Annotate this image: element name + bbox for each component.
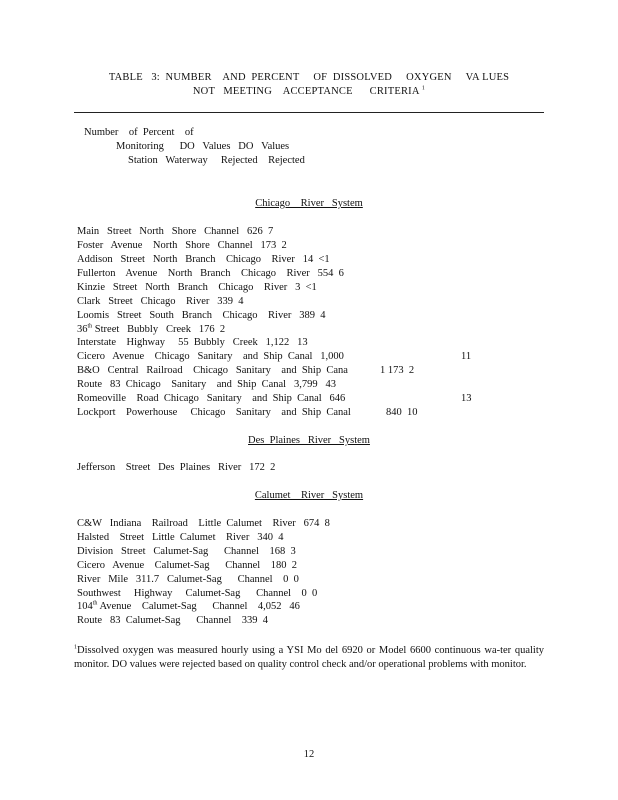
table-row: Kinzie Street North Branch Chicago River 3 <1: [77, 282, 317, 293]
table-row: Division Street Calumet-Sag Channel 168 3: [77, 546, 296, 557]
table-row: Addison Street North Branch Chicago River 14 <1: [77, 254, 330, 265]
table-cell-value: 840 10: [386, 407, 418, 418]
table-row: B&O Central Railroad Chicago Sanitary and Ship Cana: [77, 365, 348, 376]
page-number: 12: [303, 749, 315, 760]
table-row: Route 83 Chicago Sanitary and Ship Canal 3,799 43: [77, 379, 336, 390]
table-cell-value: 1 173 2: [380, 365, 415, 376]
table-cell-value: 13: [461, 393, 472, 404]
header-line-2: Monitoring DO Values DO Values: [116, 141, 290, 152]
table-row: Jefferson Street Des Plaines River 172 2: [77, 462, 276, 473]
table-row: Foster Avenue North Shore Channel 173 2: [77, 240, 287, 251]
table-row: 36th Street Bubbly Creek 176 2: [77, 323, 226, 335]
table-row: Romeoville Road Chicago Sanitary and Ship Canal 646: [77, 393, 346, 404]
table-row: Route 83 Calumet-Sag Channel 339 4: [77, 615, 269, 626]
table-title-line-1: TABLE 3: NUMBER AND PERCENT OF DISSOLVED OXYGEN VA LUES: [108, 72, 510, 83]
table-row: Cicero Avenue Calumet-Sag Channel 180 2: [77, 560, 297, 571]
table-row: Fullerton Avenue North Branch Chicago River 554 6: [77, 268, 344, 279]
table-row: Loomis Street South Branch Chicago River 389 4: [77, 310, 326, 321]
footnote-mark: 1: [74, 644, 77, 651]
table-row: Lockport Powerhouse Chicago Sanitary and Ship Canal: [77, 407, 351, 418]
table-row: 104th Avenue Calumet-Sag Channel 4,052 46: [77, 600, 300, 612]
table-row: Main Street North Shore Channel 626 7: [77, 226, 274, 237]
table-row: Southwest Highway Calumet-Sag Channel 0 0: [77, 588, 318, 599]
section-heading-des-plaines: Des Plaines River System: [248, 435, 370, 446]
table-title-line-2: NOT MEETING ACCEPTANCE CRITERIA $^1$: [192, 85, 426, 97]
section-heading-calumet: Calumet River System: [254, 490, 364, 501]
table-row: C&W Indiana Railroad Little Calumet River 674 8: [77, 518, 330, 529]
table-row: River Mile 311.7 Calumet-Sag Channel 0 0: [77, 574, 299, 585]
table-row: Clark Street Chicago River 339 4: [77, 296, 244, 307]
footnote: [74, 644, 544, 672]
footnote-text: Dissolved oxygen was measured hourly using a YSI Mo del 6920 or Model 6600 continuous wa-ter quality monitor. DO values were rejected based on quality control check and/or operational problems with monitor.: [74, 645, 544, 670]
table-row: Interstate Highway 55 Bubbly Creek 1,122 13: [77, 337, 308, 348]
header-line-3: Station Waterway Rejected Rejected: [128, 155, 305, 166]
title-footnote-mark: 1: [421, 85, 426, 92]
title-divider: [74, 112, 544, 113]
table-row: Cicero Avenue Chicago Sanitary and Ship Canal 1,000: [77, 351, 344, 362]
table-row: Halsted Street Little Calumet River 340 4: [77, 532, 284, 543]
table-cell-value: 11: [461, 351, 472, 362]
section-heading-chicago: Chicago River System: [255, 198, 363, 209]
header-line-1: Number of Percent of: [84, 127, 194, 138]
